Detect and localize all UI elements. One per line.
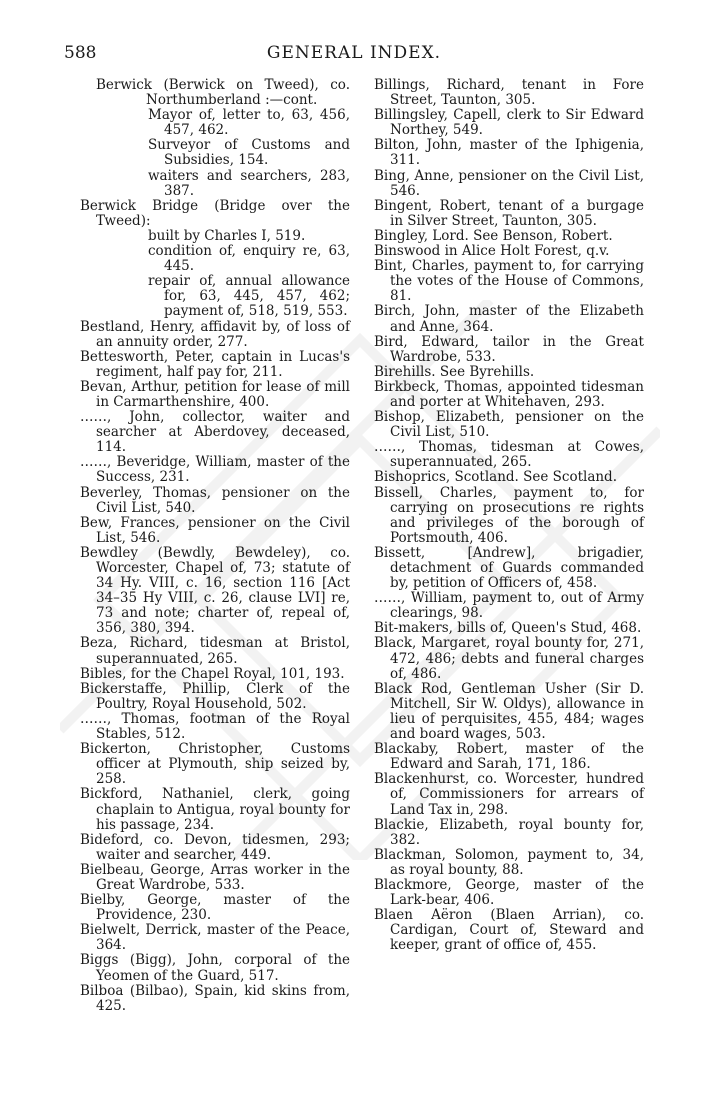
- index-entry: Bird, Edward, tailor in the Great Wardrobe, 533.: [374, 333, 644, 365]
- index-entry: Bissett, [Andrew], brigadier, detachment of Guards commanded by, petition of Officers of, 458.: [374, 544, 644, 592]
- index-entry: Billings, Richard, tenant in Fore Street, Taunton, 305.: [374, 77, 644, 109]
- index-entry: Bielby, George, master of the Providence, 230.: [80, 892, 350, 924]
- left-column: [80, 78, 350, 1014]
- index-entry: Bew, Frances, pensioner on the Civil List, 546.: [80, 514, 350, 546]
- index-entry: Bielwelt, Derrick, master of the Peace, 364.: [80, 922, 350, 954]
- index-entry: Bint, Charles, payment to, for carrying the votes of the House of Commons, 81.: [374, 258, 644, 305]
- index-entry: Bissell, Charles, payment to, for carrying on prosecutions re rights and privileges of the borough of Portsmouth, 406.: [374, 484, 644, 546]
- running-title: GENERAL INDEX.: [266, 43, 442, 63]
- index-entry: Birehills. See Byrehills.: [374, 363, 535, 380]
- index-entry: Blaen Aëron (Blaen Arrian), co. Cardigan, Court of, Steward and keeper, grant of office of, 455.: [374, 907, 644, 954]
- index-entry: built by Charles I, 519.: [148, 227, 306, 244]
- index-entry: Blackaby, Robert, master of the Edward and Sarah, 171, 186.: [374, 741, 644, 773]
- index-entry: waiters and searchers, 283, 387.: [148, 167, 350, 199]
- index-entry: Black Rod, Gentleman Usher (Sir D. Mitchell, Sir W. Oldys), allowance in lieu of perquisites, 455, 484; wages and board wages, 503.: [374, 680, 644, 743]
- index-entry: repair of, annual allowance for, 63, 445, 457, 462; payment of, 518, 519, 553.: [148, 273, 350, 320]
- index-entry: Bibles, for the Chapel Royal, 101, 193.: [80, 665, 345, 682]
- index-entry: ……, Beveridge, William, master of the Success, 231.: [80, 454, 350, 486]
- index-entry: Bingent, Robert, tenant of a burgage in Silver Street, Taunton, 305.: [374, 197, 644, 229]
- index-entry: Black, Margaret, royal bounty for, 271, 472, 486; debts and funeral charges of, 486.: [374, 635, 644, 682]
- index-entry: Blackmore, George, master of the Lark-bear, 406.: [374, 876, 644, 909]
- index-entry: ……, Thomas, tidesman at Cowes, superannuated, 265.: [374, 439, 644, 471]
- index-entry: Beza, Richard, tidesman at Bristol, superannuated, 265.: [80, 635, 350, 667]
- index-entry: Bestland, Henry, affidavit by, of loss of an annuity order, 277.: [80, 318, 350, 350]
- index-entry: Mayor of, letter to, 63, 456, 457, 462.: [148, 107, 350, 139]
- index-entry: Bickerton, Christopher, Customs officer at Plymouth, ship seized by, 258.: [80, 741, 350, 788]
- index-entry: Bing, Anne, pensioner on the Civil List, 546.: [374, 167, 644, 199]
- index-entry: Billingsley, Capell, clerk to Sir Edward Northey, 549.: [374, 107, 644, 139]
- index-entry: Bishoprics, Scotland. See Scotland.: [374, 469, 617, 486]
- index-entry: Birch, John, master of the Elizabeth and Anne, 364.: [374, 303, 644, 335]
- index-entry: Bingley, Lord. See Benson, Robert.: [374, 227, 613, 244]
- index-entry: Bilboa (Bilbao), Spain, kid skins from, 425.: [80, 982, 350, 1014]
- index-entry: Bilton, John, master of the Iphigenia, 311.: [374, 137, 644, 169]
- index-entry: Bit-makers, bills of, Queen's Stud, 468.: [374, 620, 642, 637]
- index-entry: Bettesworth, Peter, captain in Lucas's regiment, half pay for, 211.: [80, 348, 350, 380]
- index-entry: Bevan, Arthur, petition for lease of mill in Carmarthenshire, 400.: [80, 378, 350, 410]
- index-entry: Blackman, Solomon, payment to, 34, as royal bounty, 88.: [374, 846, 644, 878]
- index-entry: Berwick Bridge (Bridge over the Tweed):: [80, 197, 350, 229]
- index-entry: ……, John, collector, waiter and searcher at Aberdovey, deceased, 114.: [80, 409, 350, 456]
- index-entry: Bickford, Nathaniel, clerk, going chaplain to Antigua, royal bounty for his passage, 234.: [80, 786, 350, 833]
- index-entry: Bishop, Elizabeth, pensioner on the Civil List, 510.: [374, 409, 644, 441]
- index-entry: Birkbeck, Thomas, appointed tidesman and porter at Whitehaven, 293.: [374, 378, 644, 410]
- index-entry: Beverley, Thomas, pensioner on the Civil List, 540.: [80, 484, 350, 516]
- index-entry: Binswood in Alice Holt Forest, q.v.: [374, 243, 610, 260]
- page-header: [64, 43, 644, 69]
- index-entry: ……, William, payment to, out of Army clearings, 98.: [374, 590, 644, 622]
- index-entry: Blackenhurst, co. Worcester, hundred of, Commissioners for arrears of Land Tax in, 298.: [374, 771, 644, 818]
- index-entry: Surveyor of Customs and Subsidies, 154.: [148, 137, 350, 169]
- index-entry: Blackie, Elizabeth, royal bounty for, 382.: [374, 816, 644, 848]
- index-entry: Bickerstaffe, Phillip, Clerk of the Poultry, Royal Household, 502.: [80, 680, 350, 712]
- right-column: [374, 78, 644, 953]
- index-entry: Berwick (Berwick on Tweed), co. Northumberland :—cont.: [96, 77, 350, 109]
- page-number: 588: [64, 43, 97, 63]
- index-entry: Biggs (Bigg), John, corporal of the Yeomen of the Guard, 517.: [80, 952, 350, 984]
- index-entry: condition of, enquiry re, 63, 445.: [148, 243, 350, 275]
- index-entry: ……, Thomas, footman of the Royal Stables, 512.: [80, 710, 350, 743]
- index-entry: Bewdley (Bewdly, Bewdeley), co. Worcester, Chapel of, 73; statute of 34 Hy. VIII, c. 16, section 116 [Act 34–35 Hy VIII, c. 26, clause LVI] re, 73 and note; charter of, repeal of, 356, 380, 394.: [80, 544, 350, 637]
- index-entry: Bideford, co. Devon, tidesmen, 293; waiter and searcher, 449.: [80, 831, 350, 863]
- index-entry: Bielbeau, George, Arras worker in the Great Wardrobe, 533.: [80, 861, 350, 893]
